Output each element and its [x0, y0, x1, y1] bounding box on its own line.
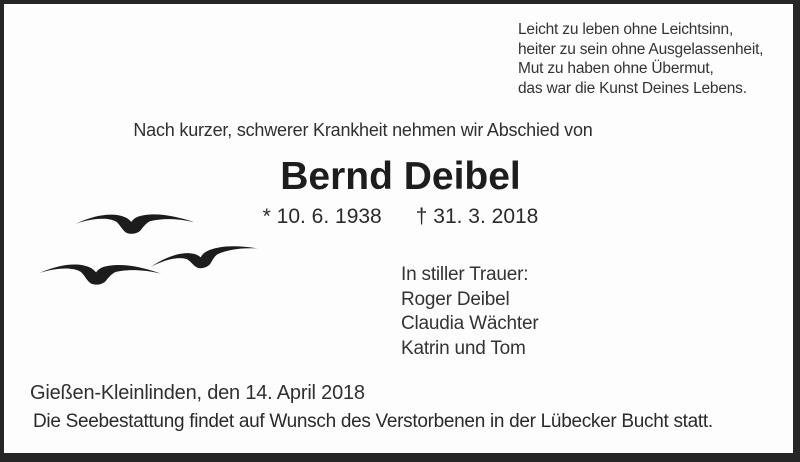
mourner-name: Katrin und Tom — [401, 337, 526, 359]
place-and-date: Gießen-Kleinlinden, den 14. April 2018 — [30, 382, 365, 404]
mourners-label: In stiller Trauer: — [401, 264, 529, 285]
poem-line: Leicht zu leben ohne Leichtsinn, — [518, 21, 734, 38]
gull-icon — [72, 205, 199, 237]
birth-date: * 10. 6. 1938 — [262, 205, 382, 228]
mourner-name: Claudia Wächter — [401, 313, 539, 334]
poem-line: Mut zu haben ohne Übermut, — [518, 60, 714, 77]
mourners-block — [401, 263, 538, 361]
poem-line: das war die Kunst Deines Lebens. — [518, 79, 747, 97]
memorial-poem — [518, 20, 763, 98]
mourner-name: Roger Deibel — [401, 288, 510, 310]
burial-note: Die Seebestattung findet auf Wunsch des Verstorbenen in der Lübecker Bucht statt. — [33, 411, 713, 432]
intro-line: Nach kurzer, schwerer Krankheit nehmen wir Abschied von — [133, 120, 593, 140]
gull-icon — [147, 234, 262, 277]
gull-icon — [35, 254, 164, 289]
death-date: † 31. 3. 2018 — [415, 205, 539, 228]
deceased-name: Bernd Deibel — [280, 155, 521, 198]
poem-line: heiter zu sein ohne Ausgelassenheit, — [518, 40, 764, 58]
